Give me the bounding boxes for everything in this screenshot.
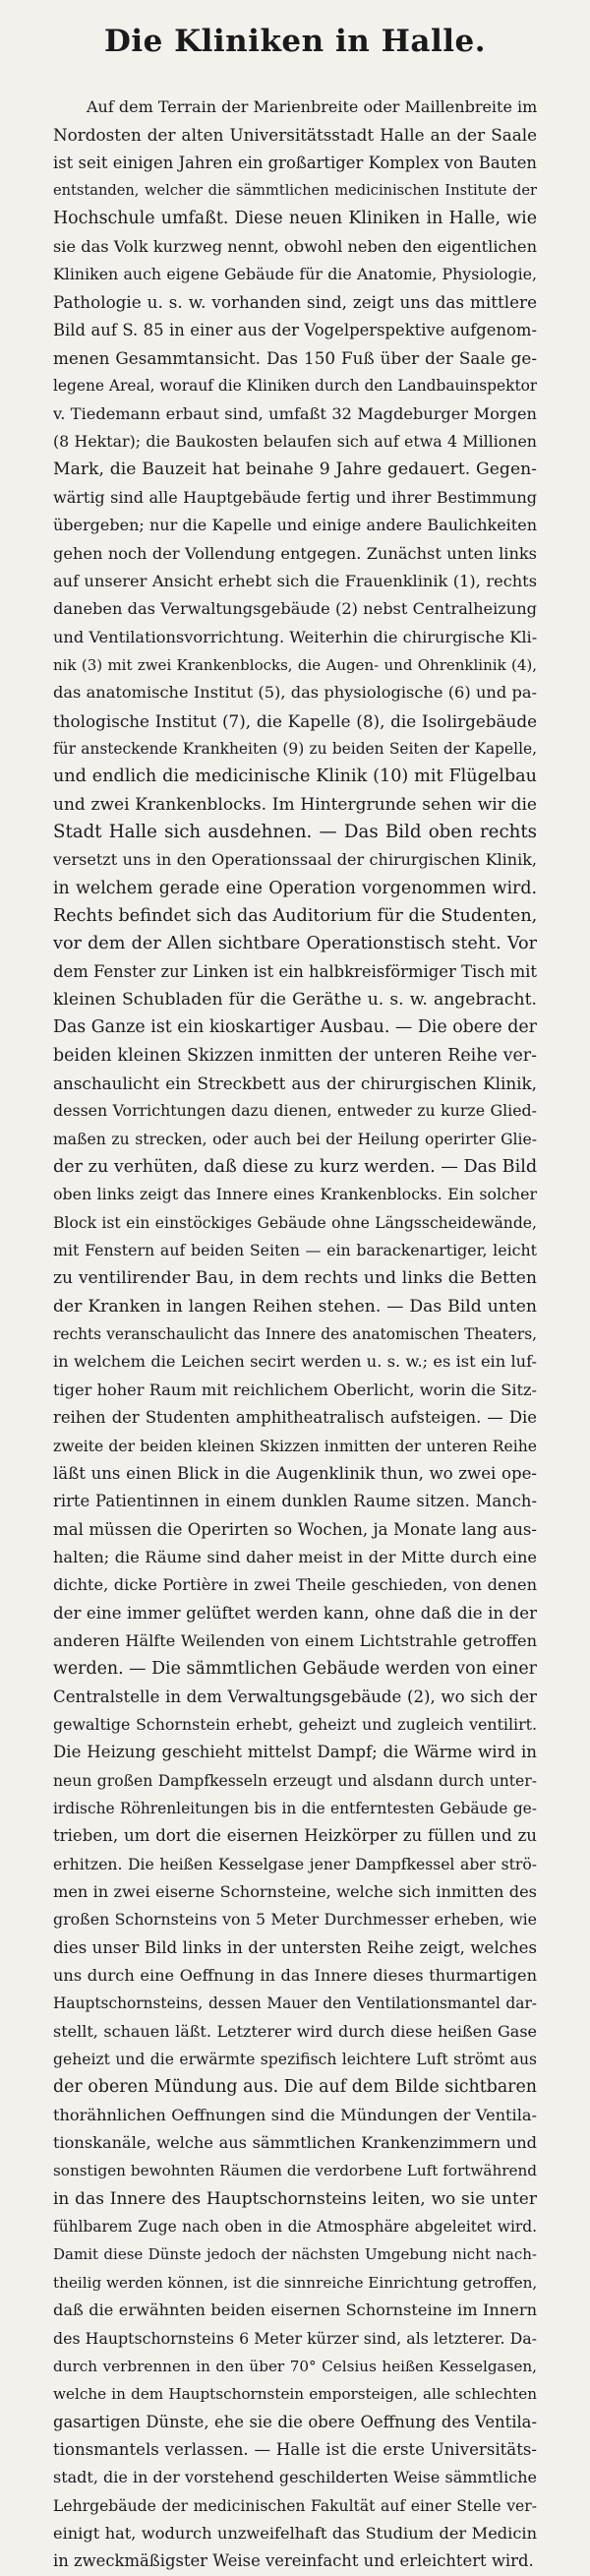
text-line: gasartigen Dünste, ehe sie die obere Oeffnung des Ventila- (53, 2412, 537, 2431)
text-line: Hochschule umfaßt. Diese neuen Kliniken in Halle, wie (53, 209, 537, 229)
text-line: legene Areal, worauf die Kliniken durch den Landbauinspektor (53, 377, 537, 396)
text-line: entstanden, welcher die sämmtlichen medicinischen Institute der (53, 182, 537, 200)
text-line: Lehrgebäude der medicinischen Fakultät auf einer Stelle ver- (53, 2496, 537, 2515)
text-line: Rechts befindet sich das Auditorium für die Studenten, (53, 905, 537, 926)
text-line: Hauptschornsteins, dessen Mauer den Ventilationsmantel dar- (53, 1994, 537, 2013)
text-line: in das Innere des Hauptschornsteins leiten, wo sie unter (53, 2188, 537, 2209)
text-line: rechts veranschaulicht das Innere des anatomischen Theaters, (53, 1325, 537, 1344)
text-line: tionskanäle, welche aus sämmtlichen Krankenzimmern und (53, 2133, 537, 2153)
text-line: v. Tiedemann erbaut sind, umfaßt 32 Magdeburger Morgen (53, 403, 537, 423)
text-line: daneben das Verwaltungsgebäude (2) nebst Centralheizung (53, 599, 537, 619)
text-line: tionsmantels verlassen. — Halle ist die erste Universitäts- (53, 2439, 537, 2459)
text-line: menen Gesammtansicht. Das 150 Fuß über der Saale ge- (53, 348, 537, 369)
text-line: der eine immer gelüftet werden kann, ohne daß die in der (53, 1603, 537, 1623)
text-line: Centralstelle in dem Verwaltungsgebäude (2), wo sich der (53, 1687, 537, 1706)
text-line: in zweckmäßigster Weise vereinfacht und erleichtert wird. (53, 2551, 534, 2571)
text-line: maßen zu strecken, oder auch bei der Heilung operirter Glie- (53, 1130, 537, 1148)
text-line: Bild auf S. 85 in einer aus der Vogelperspektive aufgenom- (53, 320, 537, 339)
text-line: läßt uns einen Blick in die Augenklinik thun, wo zwei ope- (53, 1463, 537, 1483)
text-line: zweite der beiden kleinen Skizzen inmitten der unteren Reihe (53, 1437, 537, 1455)
text-line: Stadt Halle sich ausdehnen. — Das Bild oben rechts (53, 821, 537, 842)
text-line: daß die erwähnten beiden eisernen Schornsteine im Innern (53, 2300, 537, 2320)
text-line: fühlbarem Zuge nach oben in die Atmosphäre abgeleitet wird. (53, 2218, 537, 2237)
text-line: kleinen Schubladen für die Geräthe u. s. w. angebracht. (53, 990, 537, 1010)
text-line: dichte, dicke Portière in zwei Theile geschieden, von denen (53, 1575, 537, 1595)
text-line: großen Schornsteins von 5 Meter Durchmesser erheben, wie (53, 1910, 537, 1930)
text-line: des Hauptschornsteins 6 Meter kürzer sind, als letzterer. Da- (53, 2328, 537, 2348)
text-line: halten; die Räume sind daher meist in der Mitte durch eine (53, 1547, 537, 1566)
text-line: anderen Hälfte Weilenden von einem Lichtstrahle getroffen (53, 1630, 537, 1650)
text-line: neun großen Dampfkesseln erzeugt und alsdann durch unter- (53, 1771, 537, 1790)
text-line: oben links zeigt das Innere eines Krankenblocks. Ein solcher (53, 1185, 537, 1204)
text-line: werden. — Die sämmtlichen Gebäude werden von einer (53, 1659, 537, 1680)
text-line: anschaulicht ein Streckbett aus der chirurgischen Klinik, (53, 1073, 537, 1094)
text-line: der Kranken in langen Reihen stehen. — Das Bild unten (53, 1296, 537, 1317)
text-line: und endlich die medicinische Klinik (10) mit Flügelbau (53, 767, 537, 787)
text-line: Block ist ein einstöckiges Gebäude ohne Längsscheidewände, (53, 1213, 537, 1232)
text-line: zu ventilirender Bau, in dem rechts und links die Betten (53, 1268, 537, 1289)
text-line: ist seit einigen Jahren ein großartiger Komplex von Bauten (53, 153, 537, 172)
text-line: Die Heizung geschieht mittelst Dampf; die Wärme wird in (53, 1743, 537, 1762)
text-line: versetzt uns in den Operationssaal der chirurgischen Klinik, (53, 850, 537, 870)
article-title: Die Kliniken in Halle. (103, 24, 487, 59)
text-line: übergeben; nur die Kapelle und einige andere Baulichkeiten (53, 516, 537, 535)
text-line: men in zwei eiserne Schornsteine, welche sich inmitten des (53, 1882, 537, 1901)
text-line: theilig werden können, ist die sinnreiche Einrichtung getroffen, (53, 2273, 537, 2292)
text-line: irdische Röhrenleitungen bis in die entferntesten Gebäude ge- (53, 1799, 537, 1817)
text-line: und Ventilationsvorrichtung. Weiterhin die chirurgische Kli- (53, 627, 537, 646)
text-line: mit Fenstern auf beiden Seiten — ein barackenartiger, leicht (53, 1241, 537, 1260)
text-line: dies unser Bild links in der untersten Reihe zeigt, welches (53, 1937, 537, 1957)
text-line: das anatomische Institut (5), das physiologische (6) und pa- (53, 683, 537, 703)
text-line: der zu verhüten, daß diese zu kurz werden. — Das Bild (53, 1157, 537, 1178)
text-line: und zwei Krankenblocks. Im Hintergrunde sehen wir die (53, 794, 537, 815)
text-line: vor dem der Allen sichtbare Operationstisch steht. Vor (53, 934, 537, 954)
text-line: sonstigen bewohnten Räumen die verdorbene Luft fortwährend (53, 2162, 537, 2180)
text-line: Nordosten der alten Universitätsstadt Halle an der Saale (53, 125, 537, 146)
text-line: (8 Hektar); die Baukosten belaufen sich auf etwa 4 Millionen (53, 432, 537, 452)
text-line: trieben, um dort die eisernen Heizkörper zu füllen und zu (53, 1826, 537, 1846)
text-line: Auf dem Terrain der Marienbreite oder Maillenbreite im (87, 97, 537, 116)
text-line: dem Fenster zur Linken ist ein halbkreisförmiger Tisch mit (53, 961, 537, 981)
text-line: nik (3) mit zwei Krankenblocks, die Augen- und Ohrenklinik (4), (53, 655, 537, 674)
text-line: sie das Volk kurzweg nennt, obwohl neben den eigentlichen (53, 236, 537, 256)
text-line: Pathologie u. s. w. vorhanden sind, zeigt uns das mittlere (53, 292, 537, 313)
text-line: in welchem gerade eine Operation vorgenommen wird. (53, 878, 537, 898)
text-line: Kliniken auch eigene Gebäude für die Anatomie, Physiologie, (53, 265, 537, 284)
text-line: wärtig sind alle Hauptgebäude fertig und ihrer Bestimmung (53, 487, 537, 507)
text-line: uns durch eine Oeffnung in das Innere dieses thurmartigen (53, 1966, 537, 1986)
text-line: rirte Patientinnen in einem dunklen Raume sitzen. Manch- (53, 1492, 537, 1511)
text-line: thorähnlichen Oeffnungen sind die Mündungen der Ventila- (53, 2105, 537, 2124)
text-line: thologische Institut (7), die Kapelle (8), die Isolirgebäude (53, 710, 537, 731)
text-line: einigt hat, wodurch unzweifelhaft das Studium der Medicin (53, 2523, 537, 2543)
text-line: gehen noch der Vollendung entgegen. Zunächst unten links (53, 543, 537, 563)
text-line: Mark, die Bauzeit hat beinahe 9 Jahre gedauert. Gegen- (53, 460, 537, 480)
text-line: geheizt und die erwärmte spezifisch leichtere Luft strömt aus (53, 2051, 537, 2069)
text-line: in welchem die Leichen secirt werden u. s. w.; es ist ein luf- (53, 1352, 537, 1372)
text-line: stadt, die in der vorstehend geschilderten Weise sämmtliche (53, 2468, 537, 2487)
text-line: der oberen Mündung aus. Die auf dem Bilde sichtbaren (53, 2077, 537, 2098)
article-body (53, 93, 537, 2576)
text-line: gewaltige Schornstein erhebt, geheizt und zugleich ventilirt. (53, 1714, 537, 1734)
text-line: dessen Vorrichtungen dazu dienen, entweder zu kurze Glied- (53, 1101, 537, 1121)
text-line: tiger hoher Raum mit reichlichem Oberlicht, worin die Sitz- (53, 1380, 537, 1399)
text-line: beiden kleinen Skizzen inmitten der unteren Reihe ver- (53, 1045, 537, 1066)
text-line: erhitzen. Die heißen Kesselgase jener Dampfkessel aber strö- (53, 1855, 537, 1873)
text-line: Das Ganze ist ein kioskartiger Ausbau. — Die obere der (53, 1017, 537, 1038)
text-line: stellt, schauen läßt. Letzterer wird durch diese heißen Gase (53, 2021, 537, 2041)
text-line: Damit diese Dünste jedoch der nächsten Umgebung nicht nach- (53, 2245, 537, 2264)
text-line: mal müssen die Operirten so Wochen, ja Monate lang aus- (53, 1519, 537, 1539)
text-line: reihen der Studenten amphitheatralisch aufsteigen. — Die (53, 1408, 537, 1428)
text-line: auf unserer Ansicht erhebt sich die Frauenklinik (1), rechts (53, 571, 537, 590)
text-line: für ansteckende Krankheiten (9) zu beiden Seiten der Kapelle, (53, 739, 537, 758)
text-line: durch verbrennen in den über 70° Celsius heißen Kesselgasen, (53, 2357, 537, 2375)
text-line: welche in dem Hauptschornstein emporsteigen, alle schlechten (53, 2385, 537, 2404)
